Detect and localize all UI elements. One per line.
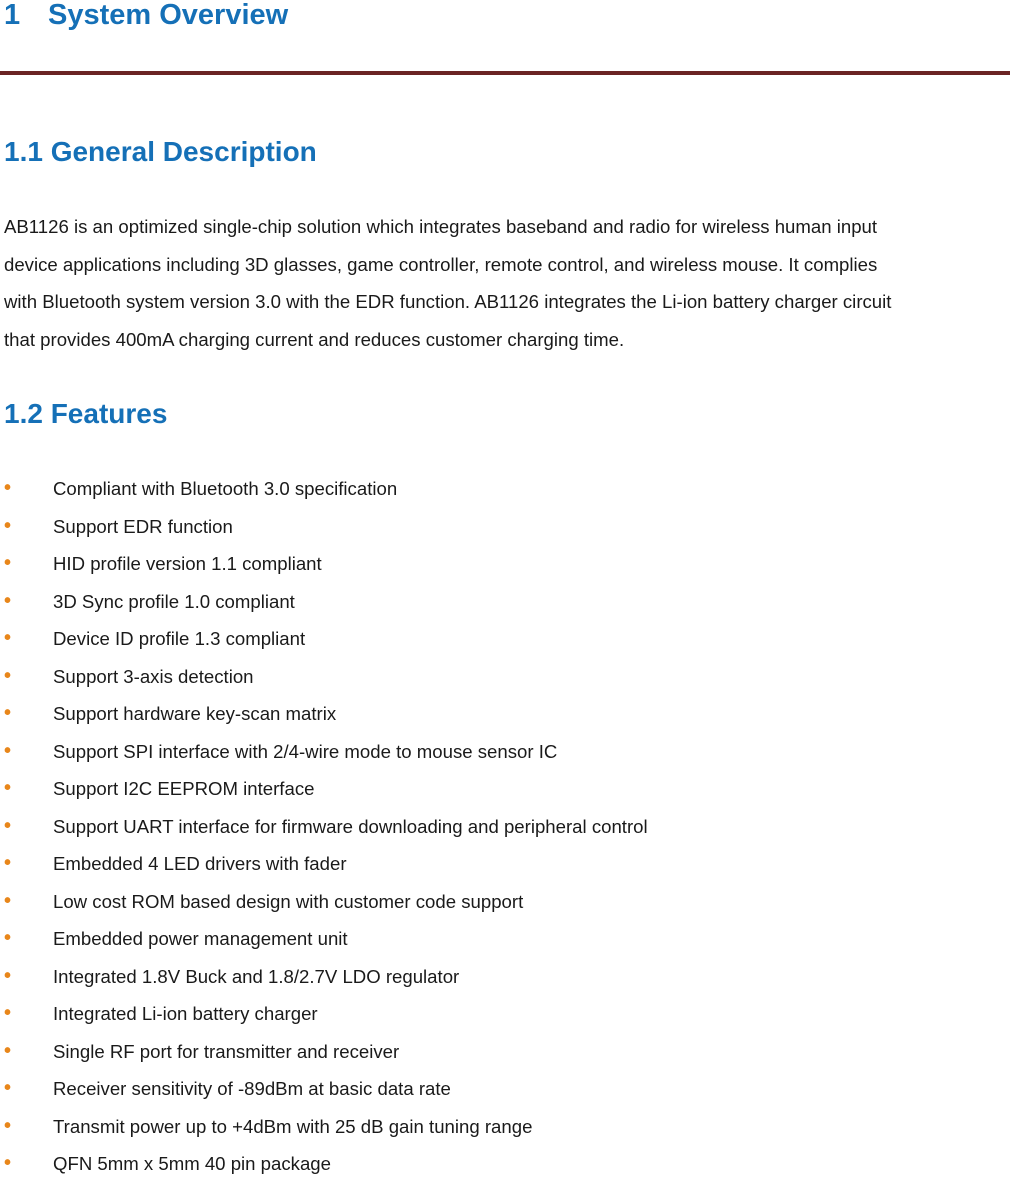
paragraph-line: device applications including 3D glasses, game controller, remote control, and wireless mouse. It complies: [4, 253, 878, 275]
feature-item: [0, 695, 1010, 733]
feature-item: [0, 658, 1010, 696]
bullet-icon: •: [4, 589, 12, 612]
bullet-icon: •: [4, 852, 12, 874]
section-number: 1: [4, 0, 21, 31]
bullet-icon: •: [4, 627, 12, 649]
section-title-text: System Overview: [48, 0, 289, 31]
feature-text: Receiver sensitivity of -89dBm at basic data rate: [53, 1078, 451, 1099]
bullet-icon: •: [4, 1152, 12, 1174]
feature-item: [0, 583, 1010, 621]
feature-text: Support I2C EEPROM interface: [53, 778, 315, 799]
bullet-icon: •: [4, 777, 12, 799]
bullet-icon: •: [4, 927, 12, 949]
paragraph-line: that provides 400mA charging current and reduces customer charging time.: [4, 328, 625, 350]
paragraph-line: with Bluetooth system version 3.0 with the EDR function. AB1126 integrates the Li-ion battery charger circuit: [4, 291, 892, 312]
feature-item: [0, 845, 1010, 883]
feature-item: [0, 1145, 1010, 1183]
feature-item: [0, 995, 1010, 1033]
feature-text: Device ID profile 1.3 compliant: [53, 628, 306, 649]
feature-item: [0, 883, 1010, 921]
bullet-icon: •: [4, 1114, 12, 1137]
bullet-icon: •: [4, 889, 12, 912]
general-description-heading: 1.1 General Description: [4, 136, 317, 167]
feature-text: 3D Sync profile 1.0 compliant: [53, 590, 295, 612]
feature-item: [0, 470, 1010, 508]
feature-item: [0, 733, 1010, 771]
general-description-paragraph: [4, 208, 1004, 358]
feature-text: Compliant with Bluetooth 3.0 specification: [53, 478, 398, 499]
feature-text: Low cost ROM based design with customer code support: [53, 890, 524, 912]
bullet-icon: •: [4, 477, 12, 499]
feature-text: Transmit power up to +4dBm with 25 dB gain tuning range: [53, 1115, 533, 1137]
paragraph-line: AB1126 is an optimized single-chip solution which integrates baseband and radio for wireless human input: [4, 216, 878, 237]
section-title: [4, 0, 288, 33]
feature-item: [0, 1070, 1010, 1108]
feature-item: [0, 1108, 1010, 1146]
feature-text: Integrated 1.8V Buck and 1.8/2.7V LDO regulator: [53, 965, 460, 987]
bullet-icon: •: [4, 1002, 12, 1024]
feature-item: [0, 958, 1010, 996]
bullet-icon: •: [4, 1077, 12, 1099]
feature-item: [0, 508, 1010, 546]
feature-item: [0, 545, 1010, 583]
feature-item: [0, 770, 1010, 808]
bullet-icon: •: [4, 964, 12, 987]
feature-text: QFN 5mm x 5mm 40 pin package: [53, 1153, 331, 1174]
bullet-icon: •: [4, 1039, 12, 1062]
feature-text: HID profile version 1.1 compliant: [53, 553, 322, 574]
bullet-icon: •: [4, 552, 12, 574]
feature-text: Embedded 4 LED drivers with fader: [53, 853, 347, 874]
section-divider: [0, 71, 1010, 75]
feature-text: Support 3-axis detection: [53, 665, 254, 687]
bullet-icon: •: [4, 702, 12, 724]
feature-item: [0, 808, 1010, 846]
bullet-icon: •: [4, 514, 12, 537]
bullet-icon: •: [4, 814, 12, 837]
feature-item: [0, 1033, 1010, 1071]
bullet-icon: •: [4, 739, 12, 762]
feature-text: Support SPI interface with 2/4-wire mode to mouse sensor IC: [53, 740, 558, 762]
feature-text: Support hardware key-scan matrix: [53, 703, 337, 724]
feature-item: [0, 620, 1010, 658]
feature-text: Support UART interface for firmware downloading and peripheral control: [53, 815, 648, 837]
feature-text: Integrated Li-ion battery charger: [53, 1003, 318, 1024]
feature-item: [0, 920, 1010, 958]
features-heading: 1.2 Features: [4, 398, 168, 429]
features-list: [0, 470, 1010, 1183]
bullet-icon: •: [4, 664, 12, 687]
feature-text: Support EDR function: [53, 515, 233, 537]
feature-text: Single RF port for transmitter and receiver: [53, 1040, 400, 1062]
feature-text: Embedded power management unit: [53, 928, 348, 949]
